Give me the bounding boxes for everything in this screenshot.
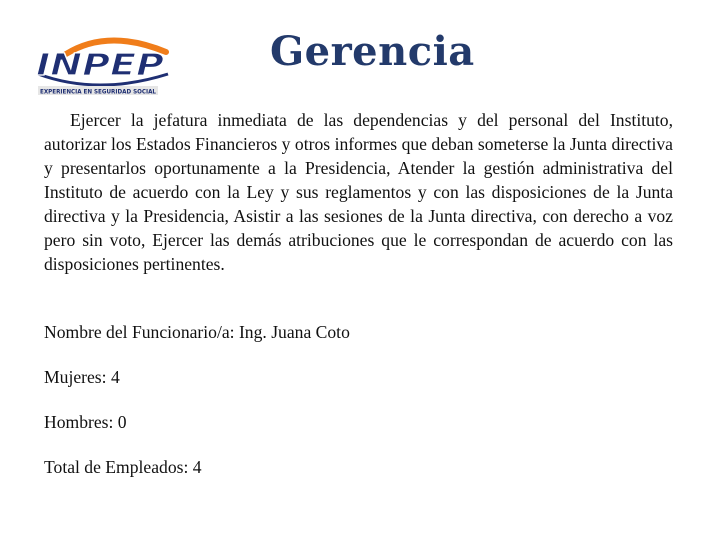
logo-tagline: EXPERIENCIA EN SEGURIDAD SOCIAL xyxy=(40,88,157,96)
total-empleados-field: Total de Empleados: 4 xyxy=(44,457,202,477)
mujeres-field: Mujeres: 4 xyxy=(44,367,120,387)
inpep-logo-graphic xyxy=(28,30,178,100)
funcionario-field: Nombre del Funcionario/a: Ing. Juana Coto xyxy=(44,322,350,342)
logo-wordmark: INPEP xyxy=(36,48,164,83)
inpep-logo xyxy=(28,30,178,100)
page-title: Gerencia xyxy=(270,28,475,75)
description-paragraph: Ejercer la jefatura inmediata de las dependencias y del personal del Instituto, autorizar los Estados Financieros y otros informes que deban someterse la Junta directiva y presentarlos oportunamente a la Presidencia, Atender la gestión administrativa del Instituto de acuerdo con la Ley y sus reglamentos y con las disposiciones de la Junta directiva y la Presidencia, Asistir a las sesiones de la Junta directiva, con derecho a voz pero sin voto, Ejercer las demás atribuciones que le correspondan de acuerdo con las disposiciones pertinentes. xyxy=(44,110,673,274)
hombres-field: Hombres: 0 xyxy=(44,412,127,432)
